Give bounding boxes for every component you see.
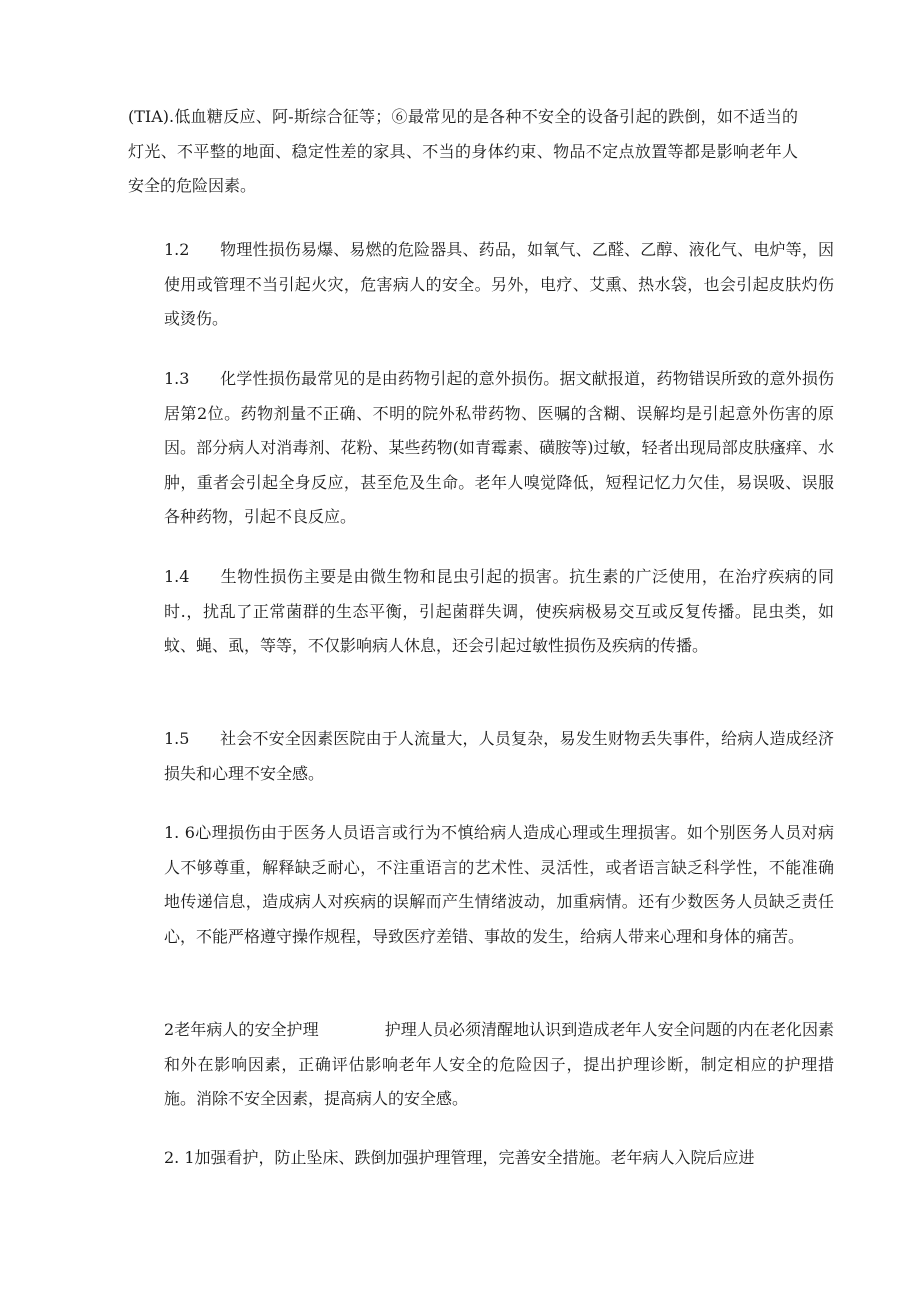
- paragraph-fall-prevention: [128, 1141, 834, 1176]
- section-number: 1.5: [164, 729, 190, 748]
- paragraph-text: 社会不安全因素医院由于人流量大，人员复杂，易发生财物丢失事件，给病人造成经济损失和心理不安全感。: [164, 729, 834, 783]
- paragraph-chemical-injury: [128, 362, 834, 535]
- paragraph-text: 物理性损伤易爆、易燃的危险器具、药品，如氧气、乙醛、乙醇、液化气、电炉等，因使用或管理不当引起火灾，危害病人的安全。另外，电疗、艾熏、热水袋，也会引起皮肤灼伤或烫伤。: [164, 240, 834, 328]
- paragraph-text: 题的内在老化因素和外在影响因素，正确评估影响老年人安全的危险因子，提出护理诊断，制定相应的护理措施。消除不安全因素，提高病人的安全感。: [164, 1020, 834, 1108]
- paragraph-psychological-injury: [128, 816, 834, 954]
- paragraph-social-factors: [128, 722, 834, 791]
- paragraph-biological-injury: [128, 560, 834, 664]
- section-number: 1.4: [164, 567, 190, 586]
- section-number: 1.2: [164, 240, 190, 259]
- paragraph-text: 化学性损伤最常见的是由药物引起的意外损伤。据文献报道，药物错误所致的意外损伤居第2位。药物剂量不正确、不明的院外私带药物、医嘱的含糊、误解均是引起意外伤害的原因。部分病人对消毒剂、花粉、某些药物(如青霉素、磺胺等)过敏，轻者出现局部皮肤瘙痒、水肿，重者会引起全身反应，甚至危及生命。老年人嗅觉降低，短程记忆力欠佳，易误吸、误服各种药物，引起不良反应。: [164, 369, 834, 526]
- paragraph-tia-falls: [128, 100, 798, 204]
- paragraph-text: 生物性损伤主要是由微生物和昆虫引起的损害。抗生素的广泛使用，在治疗疾病的同时.，扰乱了正常菌群的生态平衡，引起菌群失调，使疾病极易交互或反复传播。昆虫类，如蚊、蝇、虱，等等，不仅影响病人休息，还会引起过敏性损伤及疾病的传播。: [164, 567, 834, 655]
- paragraph-safety-nursing: [128, 1013, 834, 1117]
- paragraph-lead: 护理人员必须清醒地认识到造成老年人安全问: [384, 1020, 706, 1039]
- section-heading: 2老年病人的安全护理: [164, 1020, 319, 1039]
- paragraph-text: 2. 1加强看护，防止坠床、跌倒加强护理管理，完善安全措施。老年病人入院后应进: [164, 1148, 755, 1167]
- paragraph-physical-injury: [128, 233, 834, 337]
- section-number: 1.3: [164, 369, 190, 388]
- paragraph-text: 1. 6心理损伤由于医务人员语言或行为不慎给病人造成心理或生理损害。如个别医务人员对病人不够尊重，解释缺乏耐心，不注重语言的艺术性、灵活性，或者语言缺乏科学性，不能准确地传递信息，造成病人对疾病的误解而产生情绪波动，加重病情。还有少数医务人员缺乏责任心，不能严格遵守操作规程，导致医疗差错、事故的发生，给病人带来心理和身体的痛苦。: [164, 823, 834, 946]
- paragraph-text: (TIA).低血糖反应、阿-斯综合征等；⑥最常见的是各种不安全的设备引起的跌倒，如不适当的灯光、不平整的地面、稳定性差的家具、不当的身体约束、物品不定点放置等都是影响老年人安全的危险因素。: [128, 107, 798, 195]
